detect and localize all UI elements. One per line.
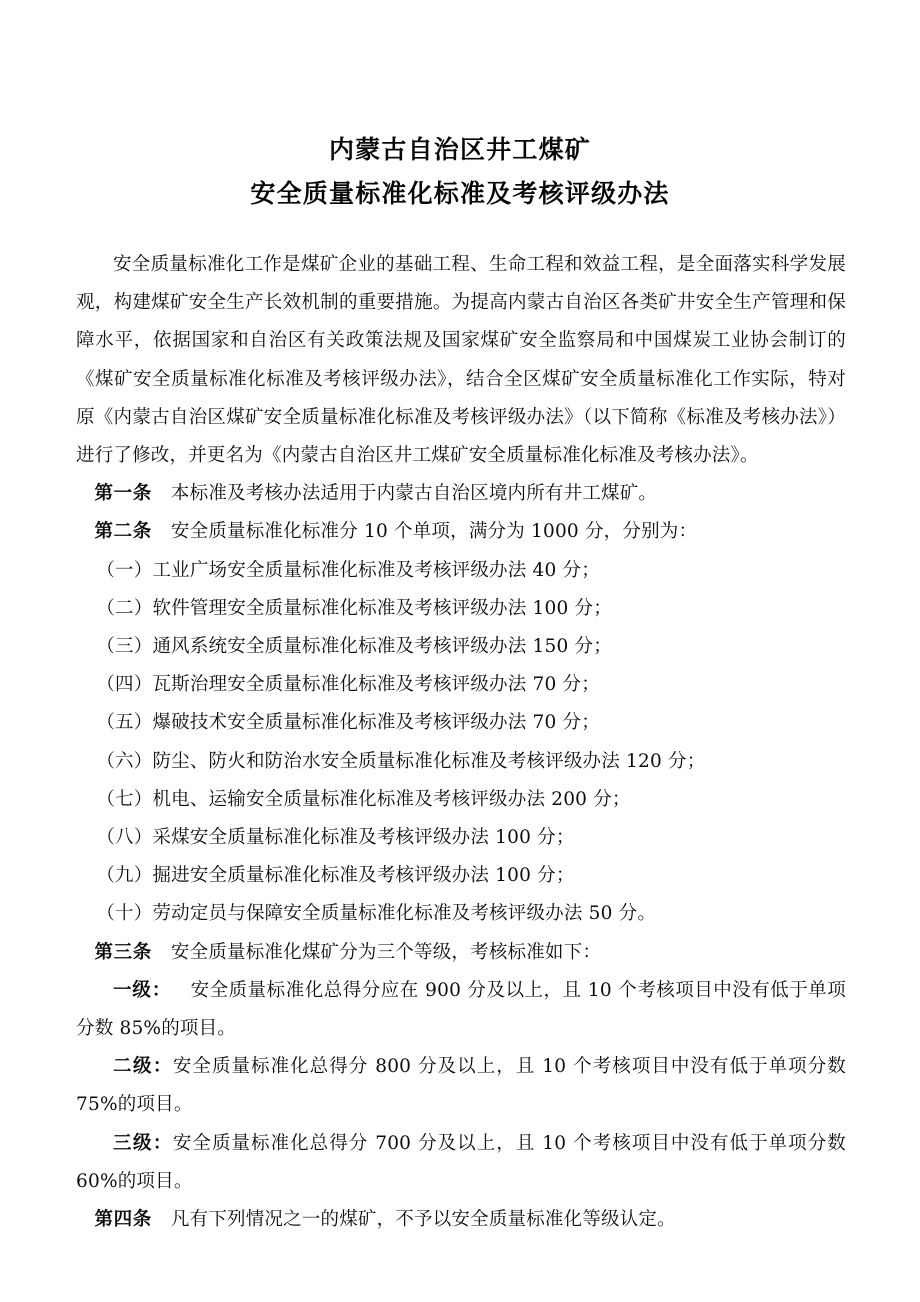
document-title-block [0, 0, 920, 216]
grade-level-one [76, 972, 846, 1048]
grade-level-three-label: 三级： [113, 1132, 173, 1154]
article-two-label: 第二条 [94, 521, 152, 543]
list-item: （五）爆破技术安全质量标准化标准及考核评级办法 70 分； [96, 712, 600, 734]
article-three-text: 安全质量标准化煤矿分为三个等级，考核标准如下： [170, 941, 602, 963]
document-title-line-2: 安全质量标准化标准及考核评级办法 [250, 179, 670, 208]
grade-level-two [76, 1048, 846, 1124]
grade-level-two-text: 安全质量标准化总得分 800 分及以上，且 10 个考核项目中没有低于单项分数 75%的项目。 [76, 1056, 846, 1116]
grade-level-three [76, 1125, 846, 1201]
article-three [76, 934, 846, 972]
grade-level-two-label: 二级： [113, 1056, 173, 1078]
article-four-text: 凡有下列情况之一的煤矿，不予以安全质量标准化等级认定。 [170, 1209, 676, 1231]
list-item: （二）软件管理安全质量标准化标准及考核评级办法 100 分； [96, 597, 612, 619]
grade-level-one-text: 安全质量标准化总得分应在 900 分及以上，且 10 个考核项目中没有低于单项分数 85%的项目。 [76, 979, 846, 1040]
intro-paragraph: 安全质量标准化工作是煤矿企业的基础工程、生命工程和效益工程，是全面落实科学发展观，构建煤矿安全生产长效机制的重要措施。为提高内蒙古自治区各类矿井安全生产管理和保障水平，依据国家和自治区有关政策法规及国家煤矿安全监察局和中国煤炭工业协会制订的《煤矿安全质量标准化标准及考核评级办法》，结合全区煤矿安全质量标准化工作实际，特对原《内蒙古自治区煤矿安全质量标准化标准及考核评级办法》（以下简称《标准及考核办法》）进行了修改，并更名为《内蒙古自治区井工煤矿安全质量标准化标准及考核办法》。 [76, 254, 846, 467]
article-four [76, 1201, 846, 1239]
list-item: （七）机电、运输安全质量标准化标准及考核评级办法 200 分； [96, 788, 631, 810]
article-two [76, 513, 846, 551]
article-one-label: 第一条 [94, 483, 152, 505]
document-title-line-1: 内蒙古自治区井工煤矿 [328, 135, 591, 164]
list-item: （九）掘进安全质量标准化标准及考核评级办法 100 分； [96, 865, 575, 887]
list-item: （六）防尘、防火和防治水安全质量标准化标准及考核评级办法 120 分； [96, 750, 706, 772]
article-one-text: 本标准及考核办法适用于内蒙古自治区境内所有井工煤矿。 [170, 483, 658, 505]
article-four-label: 第四条 [94, 1209, 152, 1231]
grade-level-three-text: 安全质量标准化总得分 700 分及以上，且 10 个考核项目中没有低于单项分数 60%的项目。 [76, 1132, 846, 1192]
list-item: （一）工业广场安全质量标准化标准及考核评级办法 40 分； [96, 559, 600, 581]
article-one [76, 475, 846, 513]
article-three-label: 第三条 [94, 941, 152, 963]
list-item: （三）通风系统安全质量标准化标准及考核评级办法 150 分； [96, 636, 612, 658]
list-item: （十）劳动定员与保障安全质量标准化标准及考核评级办法 50 分。 [96, 903, 657, 925]
grade-level-one-label: 一级： [113, 979, 172, 1001]
list-item: （八）采煤安全质量标准化标准及考核评级办法 100 分； [96, 827, 575, 849]
article-two-text: 安全质量标准化标准分 10 个单项，满分为 1000 分，分别为： [170, 521, 698, 543]
list-item: （四）瓦斯治理安全质量标准化标准及考核评级办法 70 分； [96, 674, 600, 696]
document-body [0, 246, 920, 1239]
